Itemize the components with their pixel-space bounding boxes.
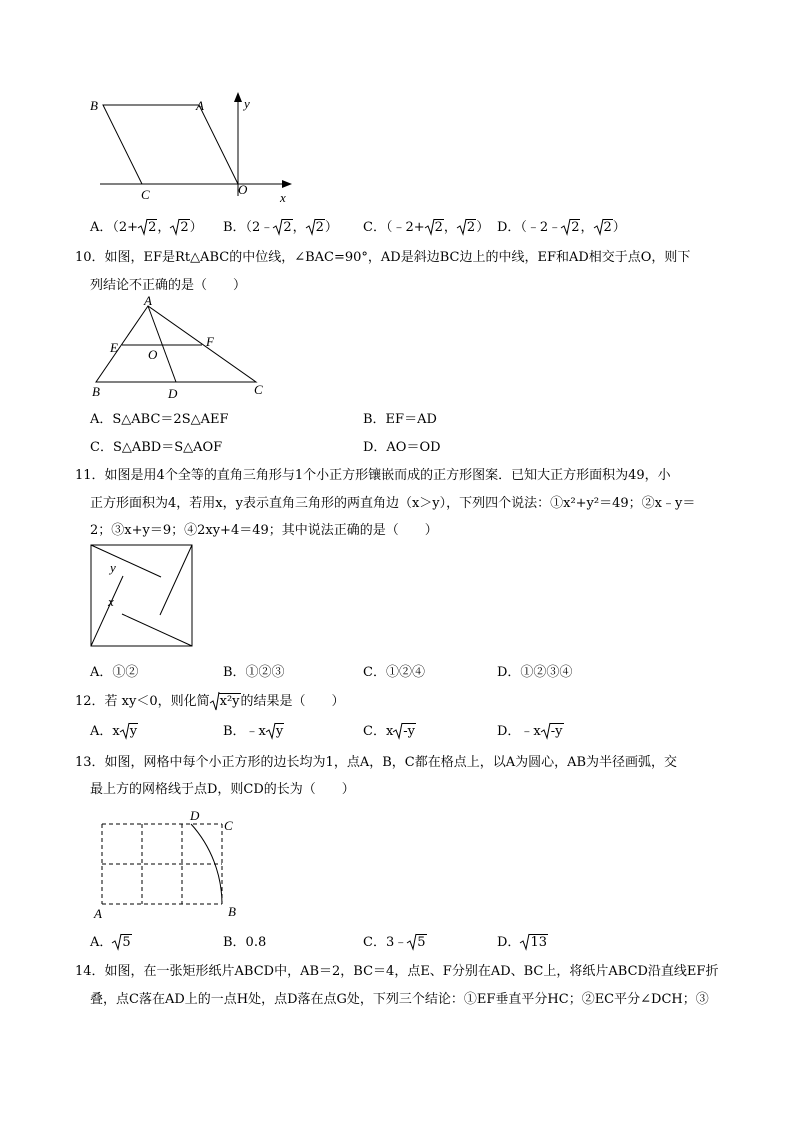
q10-option-a: A．S△ABC＝2S△AEF <box>90 412 229 427</box>
q9-option-d: D．（﹣2﹣ 2， 2） <box>497 220 626 235</box>
q11-option-b: B．①②③ <box>223 665 285 680</box>
label-a: A <box>144 293 152 308</box>
label-c: C <box>254 382 263 397</box>
triangle-side-2 <box>160 545 192 615</box>
q10-figure <box>88 293 268 401</box>
q10-stem-line1: 10．如图，EF是Rt△ABC的中位线，∠BAC=90°，AD是斜边BC边上的中线，EF和AD相交于点O，则下 <box>75 250 691 265</box>
q12-option-a: A．x y <box>90 724 138 739</box>
q10-stem-line2: 列结论不正确的是（ ） <box>90 278 247 293</box>
label-b: B <box>228 904 236 919</box>
q13-stem-line1: 13．如图，网格中每个小正方形的边长均为1，点A，B，C都在格点上，以A为圆心，AB为半径画弧，交 <box>75 755 678 770</box>
q13-option-d: D． 13 <box>497 935 547 950</box>
label-e: E <box>110 340 118 355</box>
label-b: B <box>90 98 98 113</box>
q10-option-b: B．EF＝AD <box>363 412 437 427</box>
segment-ad <box>148 306 176 382</box>
q13-stem-line2: 最上方的网格线于点D，则CD的长为（ ） <box>90 782 355 797</box>
q11-option-d: D．①②③④ <box>497 665 573 680</box>
q13-option-c: C．3﹣ 5 <box>363 935 426 950</box>
q9-figure <box>88 92 288 205</box>
q12-option-c: C．x -y <box>363 724 416 739</box>
q11-stem-line2: 正方形面积为4，若用x，y表示直角三角形的两直角边（x＞y），下列四个说法：①x²+y²＝49；②x﹣y＝ <box>90 496 696 511</box>
q12-option-d: D．﹣x -y <box>497 724 563 739</box>
q11-figure <box>90 544 194 648</box>
label-c: C <box>141 187 150 202</box>
x-axis-arrow <box>282 180 292 188</box>
triangle-abc <box>96 306 256 382</box>
label-a: A <box>196 98 204 113</box>
q12-option-b: B．﹣x y <box>223 724 284 739</box>
label-o: O <box>148 347 158 362</box>
label-y: y <box>244 96 250 111</box>
label-d: D <box>168 386 178 401</box>
q13-figure <box>90 808 240 920</box>
q12-stem: 12．若 xy＜0，则化简 x²y的结果是（ ） <box>75 694 345 709</box>
label-x: x <box>108 594 114 609</box>
q12-radical: x²y <box>210 694 241 709</box>
label-c: C <box>224 818 233 833</box>
q11-stem-line3: 2；③x+y＝9；④2xy+4＝49；其中说法正确的是（ ） <box>90 523 438 538</box>
q10-option-d: D．AO＝OD <box>363 440 441 455</box>
label-x: x <box>280 190 286 205</box>
grid <box>102 824 222 904</box>
q13-option-a: A． 5 <box>90 935 131 950</box>
triangle-side-3 <box>122 614 192 646</box>
q13-option-b: B．0.8 <box>223 935 267 950</box>
q10-option-c: C．S△ABD＝S△AOF <box>90 440 223 455</box>
parallelogram-abco <box>103 105 238 184</box>
q9-option-c: C．（﹣2+ 2， 2） <box>363 220 490 235</box>
label-b: B <box>92 384 100 399</box>
label-y: y <box>110 560 116 575</box>
q11-option-a: A．①② <box>90 665 139 680</box>
triangle-side-4 <box>91 576 123 646</box>
q9-option-a: A．（2+ 2， 2） <box>90 220 203 235</box>
q11-stem-line1: 11．如图是用4个全等的直角三角形与1个小正方形镶嵌而成的正方形图案．已知大正方形面积为49，小 <box>75 468 671 483</box>
q9-option-b: B．（2﹣ 2， 2） <box>223 220 338 235</box>
label-a: A <box>94 906 102 921</box>
q14-stem-line2: 叠，点C落在AD上的一点H处，点D落在点G处，下列三个结论：①EF垂直平分HC；②EC平分∠DCH；③ <box>90 992 709 1007</box>
triangle-side-1 <box>91 545 161 577</box>
label-f: F <box>206 334 214 349</box>
q11-option-c: C．①②④ <box>363 665 425 680</box>
label-d: D <box>190 808 200 823</box>
outer-square <box>91 545 192 646</box>
label-o: O <box>238 182 248 197</box>
q14-stem-line1: 14．如图，在一张矩形纸片ABCD中，AB＝2，BC＝4，点E、F分别在AD、BC上，将纸片ABCD沿直线EF折 <box>75 964 719 979</box>
y-axis-arrow <box>234 92 242 102</box>
